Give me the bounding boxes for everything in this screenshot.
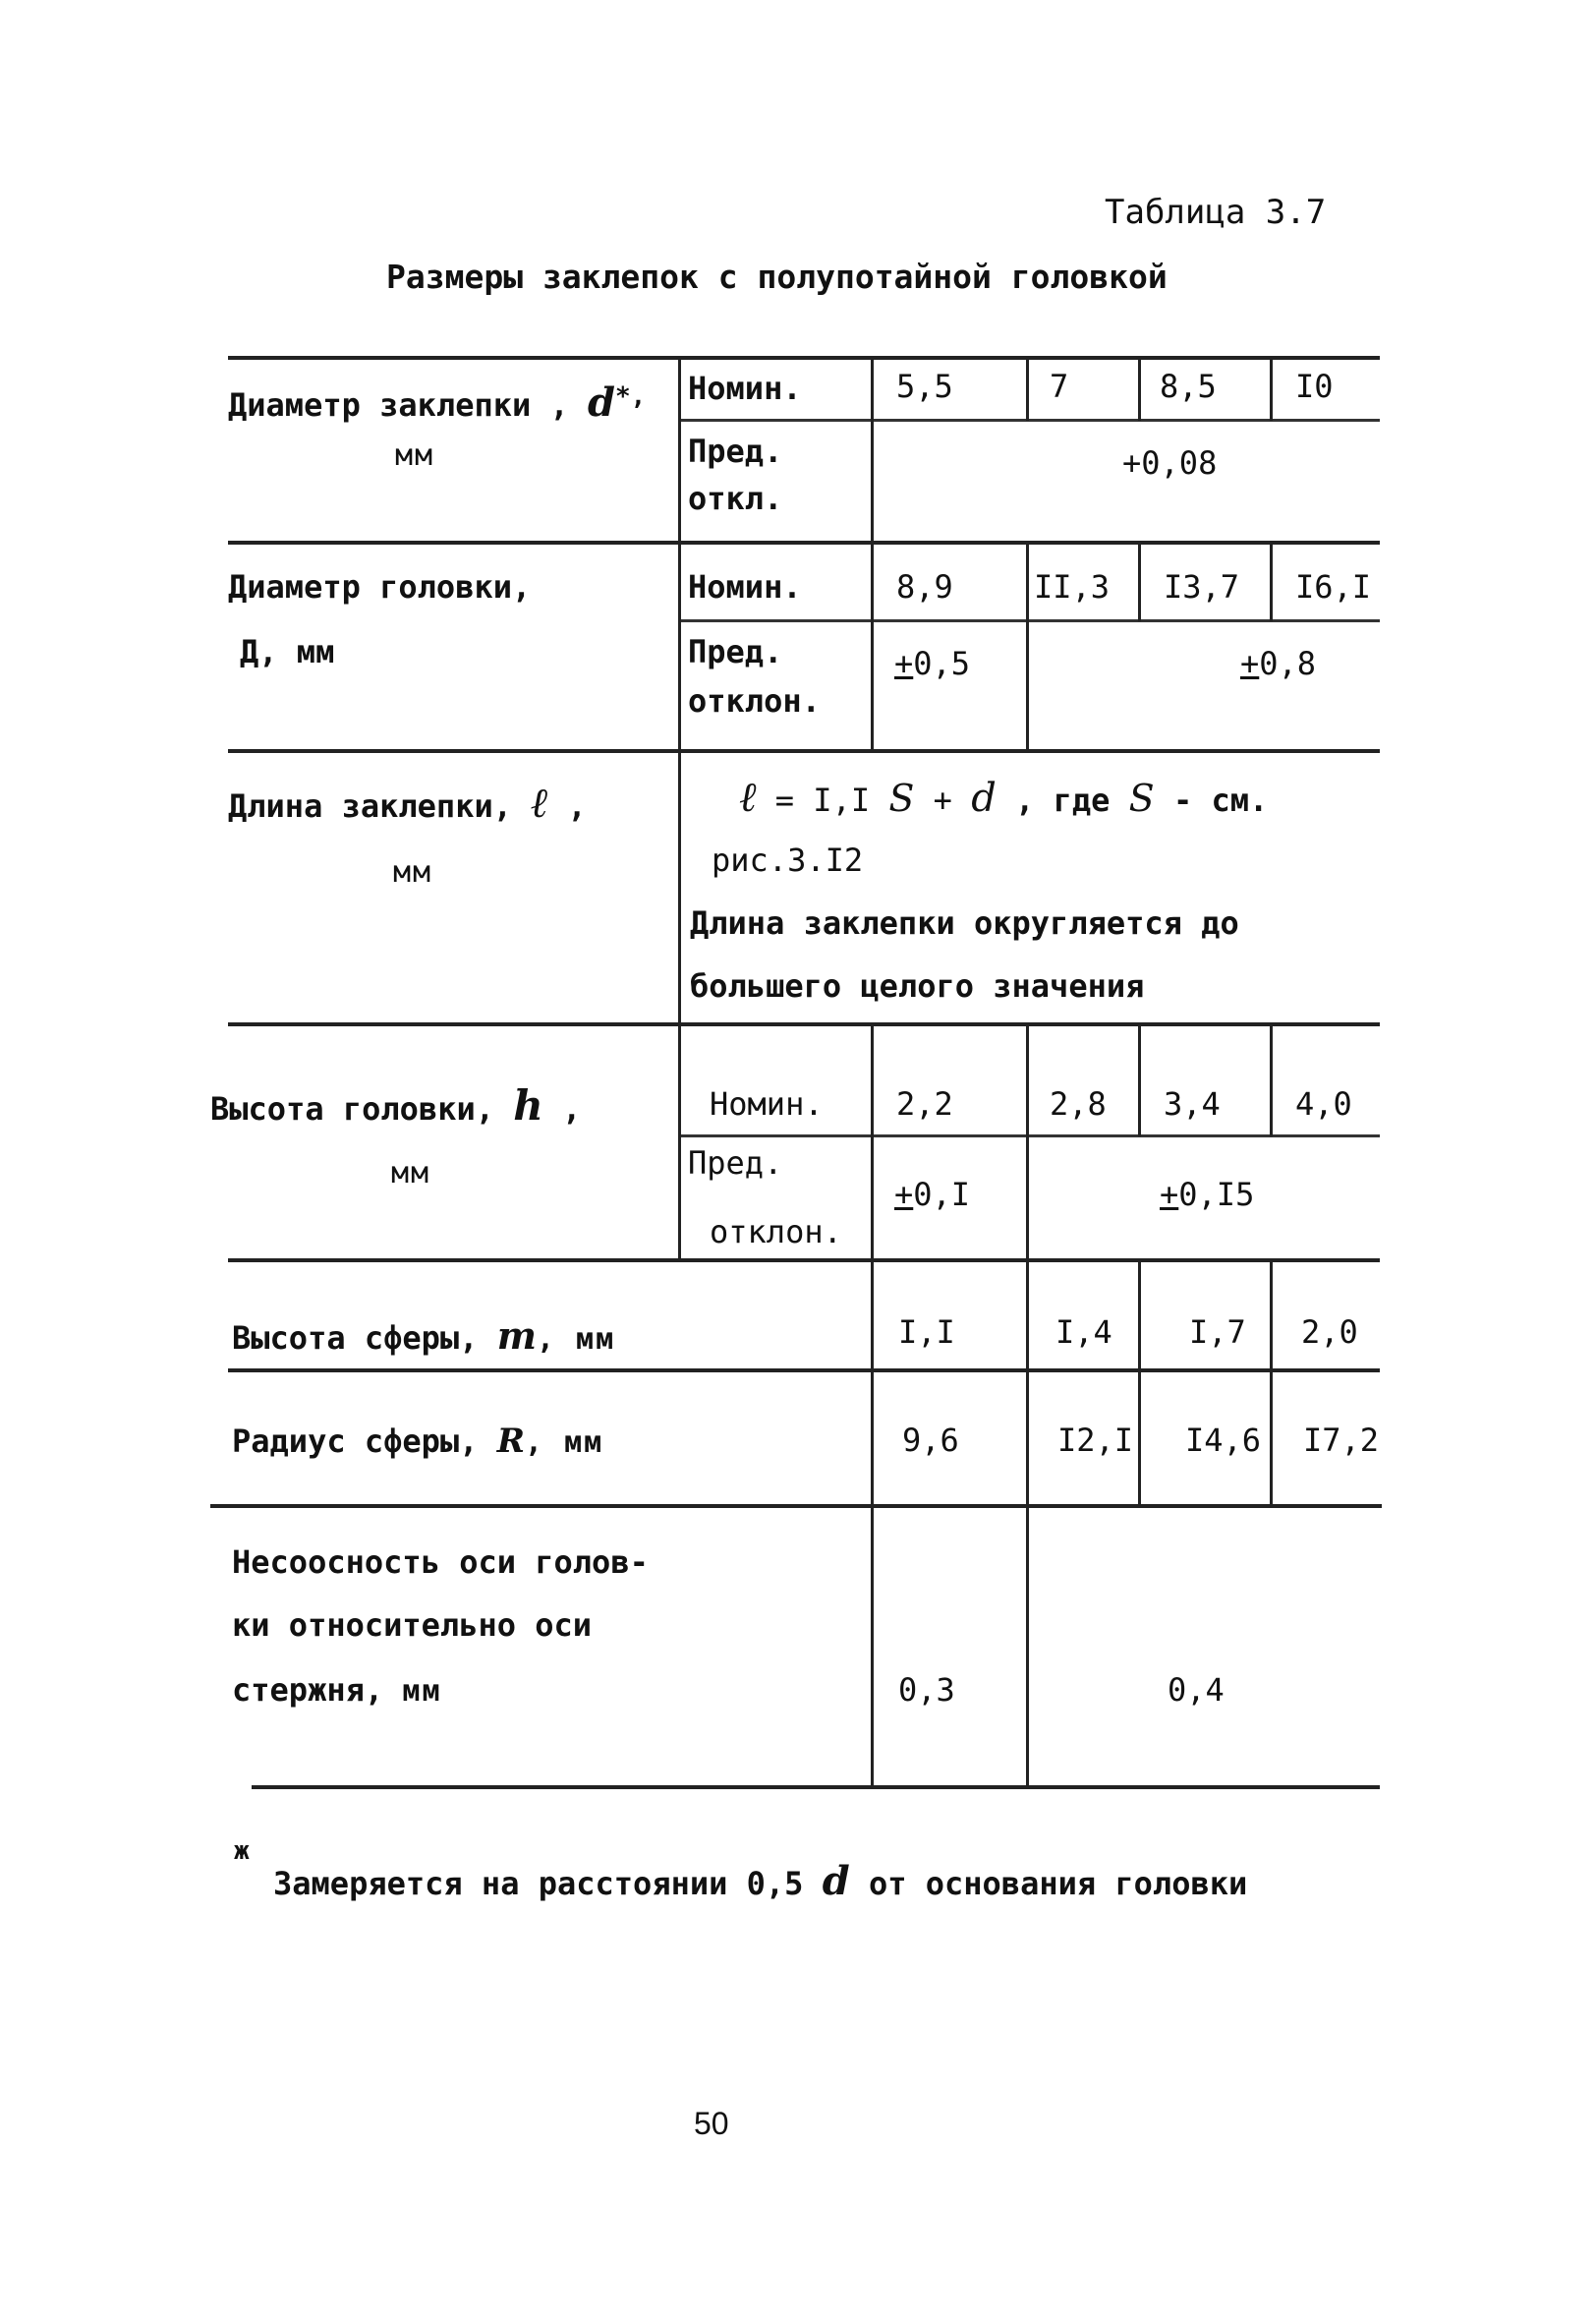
value-cell: 0,4 [1168, 1671, 1225, 1709]
column-divider [871, 1022, 874, 1785]
symbol-d: d [822, 1858, 850, 1904]
misalignment-label: ки относительно оси [232, 1606, 593, 1644]
tolerance-label: Пред. [688, 633, 783, 670]
row-divider [228, 1368, 1380, 1372]
column-divider [1270, 356, 1273, 421]
rivet-length-unit: мм [393, 855, 433, 890]
symbol-m: m [496, 1313, 537, 1358]
column-divider [1138, 541, 1141, 621]
table-top-rule [228, 356, 1380, 360]
column-divider [871, 356, 874, 541]
rivet-length-formula: ℓ = I,I S + d , где S - см. [739, 773, 1269, 821]
tolerance-label: отклон. [688, 682, 821, 720]
footnote-marker: ж [234, 1836, 250, 1866]
column-divider [1270, 1258, 1273, 1504]
tolerance-value: +0,08 [1122, 444, 1218, 482]
row-divider [680, 419, 1380, 422]
value-cell: 2,2 [896, 1085, 953, 1123]
column-divider [1026, 1022, 1029, 1785]
column-divider [1138, 1258, 1141, 1504]
tolerance-label: Пред. [688, 433, 783, 470]
rivet-length-label: Длина заклепки, ℓ , [228, 779, 587, 827]
value-cell: 0,3 [898, 1671, 955, 1709]
value-cell: 3,4 [1164, 1085, 1221, 1123]
nominal-label: Номин. [688, 370, 802, 407]
table-caption: Размеры заклепок с полупотайной головкой [386, 258, 1168, 296]
head-height-unit: мм [391, 1156, 431, 1190]
row-divider [228, 1258, 1380, 1262]
head-diameter-unit: Д, мм [240, 633, 335, 670]
table-label: Таблица 3.7 [1105, 193, 1327, 232]
value-cell: I,4 [1055, 1313, 1112, 1351]
tolerance-value: +0,I5 [1160, 1176, 1255, 1213]
value-cell: I2,I [1057, 1422, 1134, 1459]
row-divider [228, 1022, 1380, 1026]
value-cell: I,7 [1189, 1313, 1246, 1351]
value-cell: II,3 [1034, 568, 1111, 606]
tolerance-label: отклон. [710, 1213, 842, 1250]
value-cell: 8,9 [896, 568, 953, 606]
rivet-diameter-unit: мм [395, 438, 435, 473]
column-divider [1026, 356, 1029, 421]
rivet-diameter-label: Диаметр заклепки , d*, [228, 379, 647, 426]
misalignment-label: Несоосность оси голов- [232, 1543, 649, 1581]
tolerance-label: Пред. [688, 1144, 783, 1182]
value-cell: I3,7 [1164, 568, 1240, 606]
head-height-label: Высота головки, h , [210, 1081, 582, 1130]
row-divider [228, 541, 1380, 545]
row-divider [210, 1504, 1382, 1508]
tolerance-value: +0,8 [1240, 645, 1317, 682]
symbol-r: R [496, 1422, 525, 1461]
value-cell: 9,6 [902, 1422, 959, 1459]
row-divider [680, 619, 1380, 622]
page-number: 50 [694, 2106, 729, 2141]
table-bottom-rule [252, 1785, 1380, 1789]
value-cell: I0 [1295, 368, 1334, 405]
value-cell: 2,8 [1050, 1085, 1107, 1123]
sphere-height-label: Высота сферы, m, мм [232, 1313, 616, 1358]
nominal-label: Номин. [710, 1085, 824, 1123]
sphere-radius-label: Радиус сферы, R, мм [232, 1422, 604, 1461]
value-cell: I6,I [1295, 568, 1372, 606]
value-cell: 4,0 [1295, 1085, 1352, 1123]
column-divider [1026, 541, 1029, 749]
figure-reference: рис.3.I2 [712, 842, 864, 879]
value-cell: I,I [898, 1313, 955, 1351]
row-divider [680, 1134, 1380, 1137]
value-cell: 5,5 [896, 368, 953, 405]
tolerance-value: +0,5 [894, 645, 971, 682]
symbol-h: h [513, 1081, 543, 1130]
column-divider [1138, 356, 1141, 421]
tolerance-value: +0,I [894, 1176, 971, 1213]
tolerance-label: откл. [688, 480, 783, 517]
footnote: Замеряется на расстоянии 0,5 d от основания головки [273, 1858, 1248, 1904]
value-cell: I7,2 [1303, 1422, 1380, 1459]
value-cell: I4,6 [1185, 1422, 1262, 1459]
nominal-label: Номин. [688, 568, 802, 606]
head-diameter-label: Диаметр головки, [228, 568, 532, 606]
symbol-l: ℓ [531, 779, 549, 827]
value-cell: 8,5 [1160, 368, 1217, 405]
value-cell: 2,0 [1301, 1313, 1358, 1351]
column-divider [871, 541, 874, 749]
column-divider [1270, 1022, 1273, 1136]
column-divider [678, 356, 681, 1258]
column-divider [1270, 541, 1273, 621]
rivet-length-note: Длина заклепки округляется до [690, 904, 1239, 942]
rivet-length-note: большего целого значения [690, 967, 1145, 1005]
misalignment-label: стержня, мм [232, 1671, 442, 1709]
value-cell: 7 [1050, 368, 1069, 405]
row-divider [228, 749, 1380, 753]
symbol-d: d [588, 379, 616, 426]
column-divider [1138, 1022, 1141, 1136]
